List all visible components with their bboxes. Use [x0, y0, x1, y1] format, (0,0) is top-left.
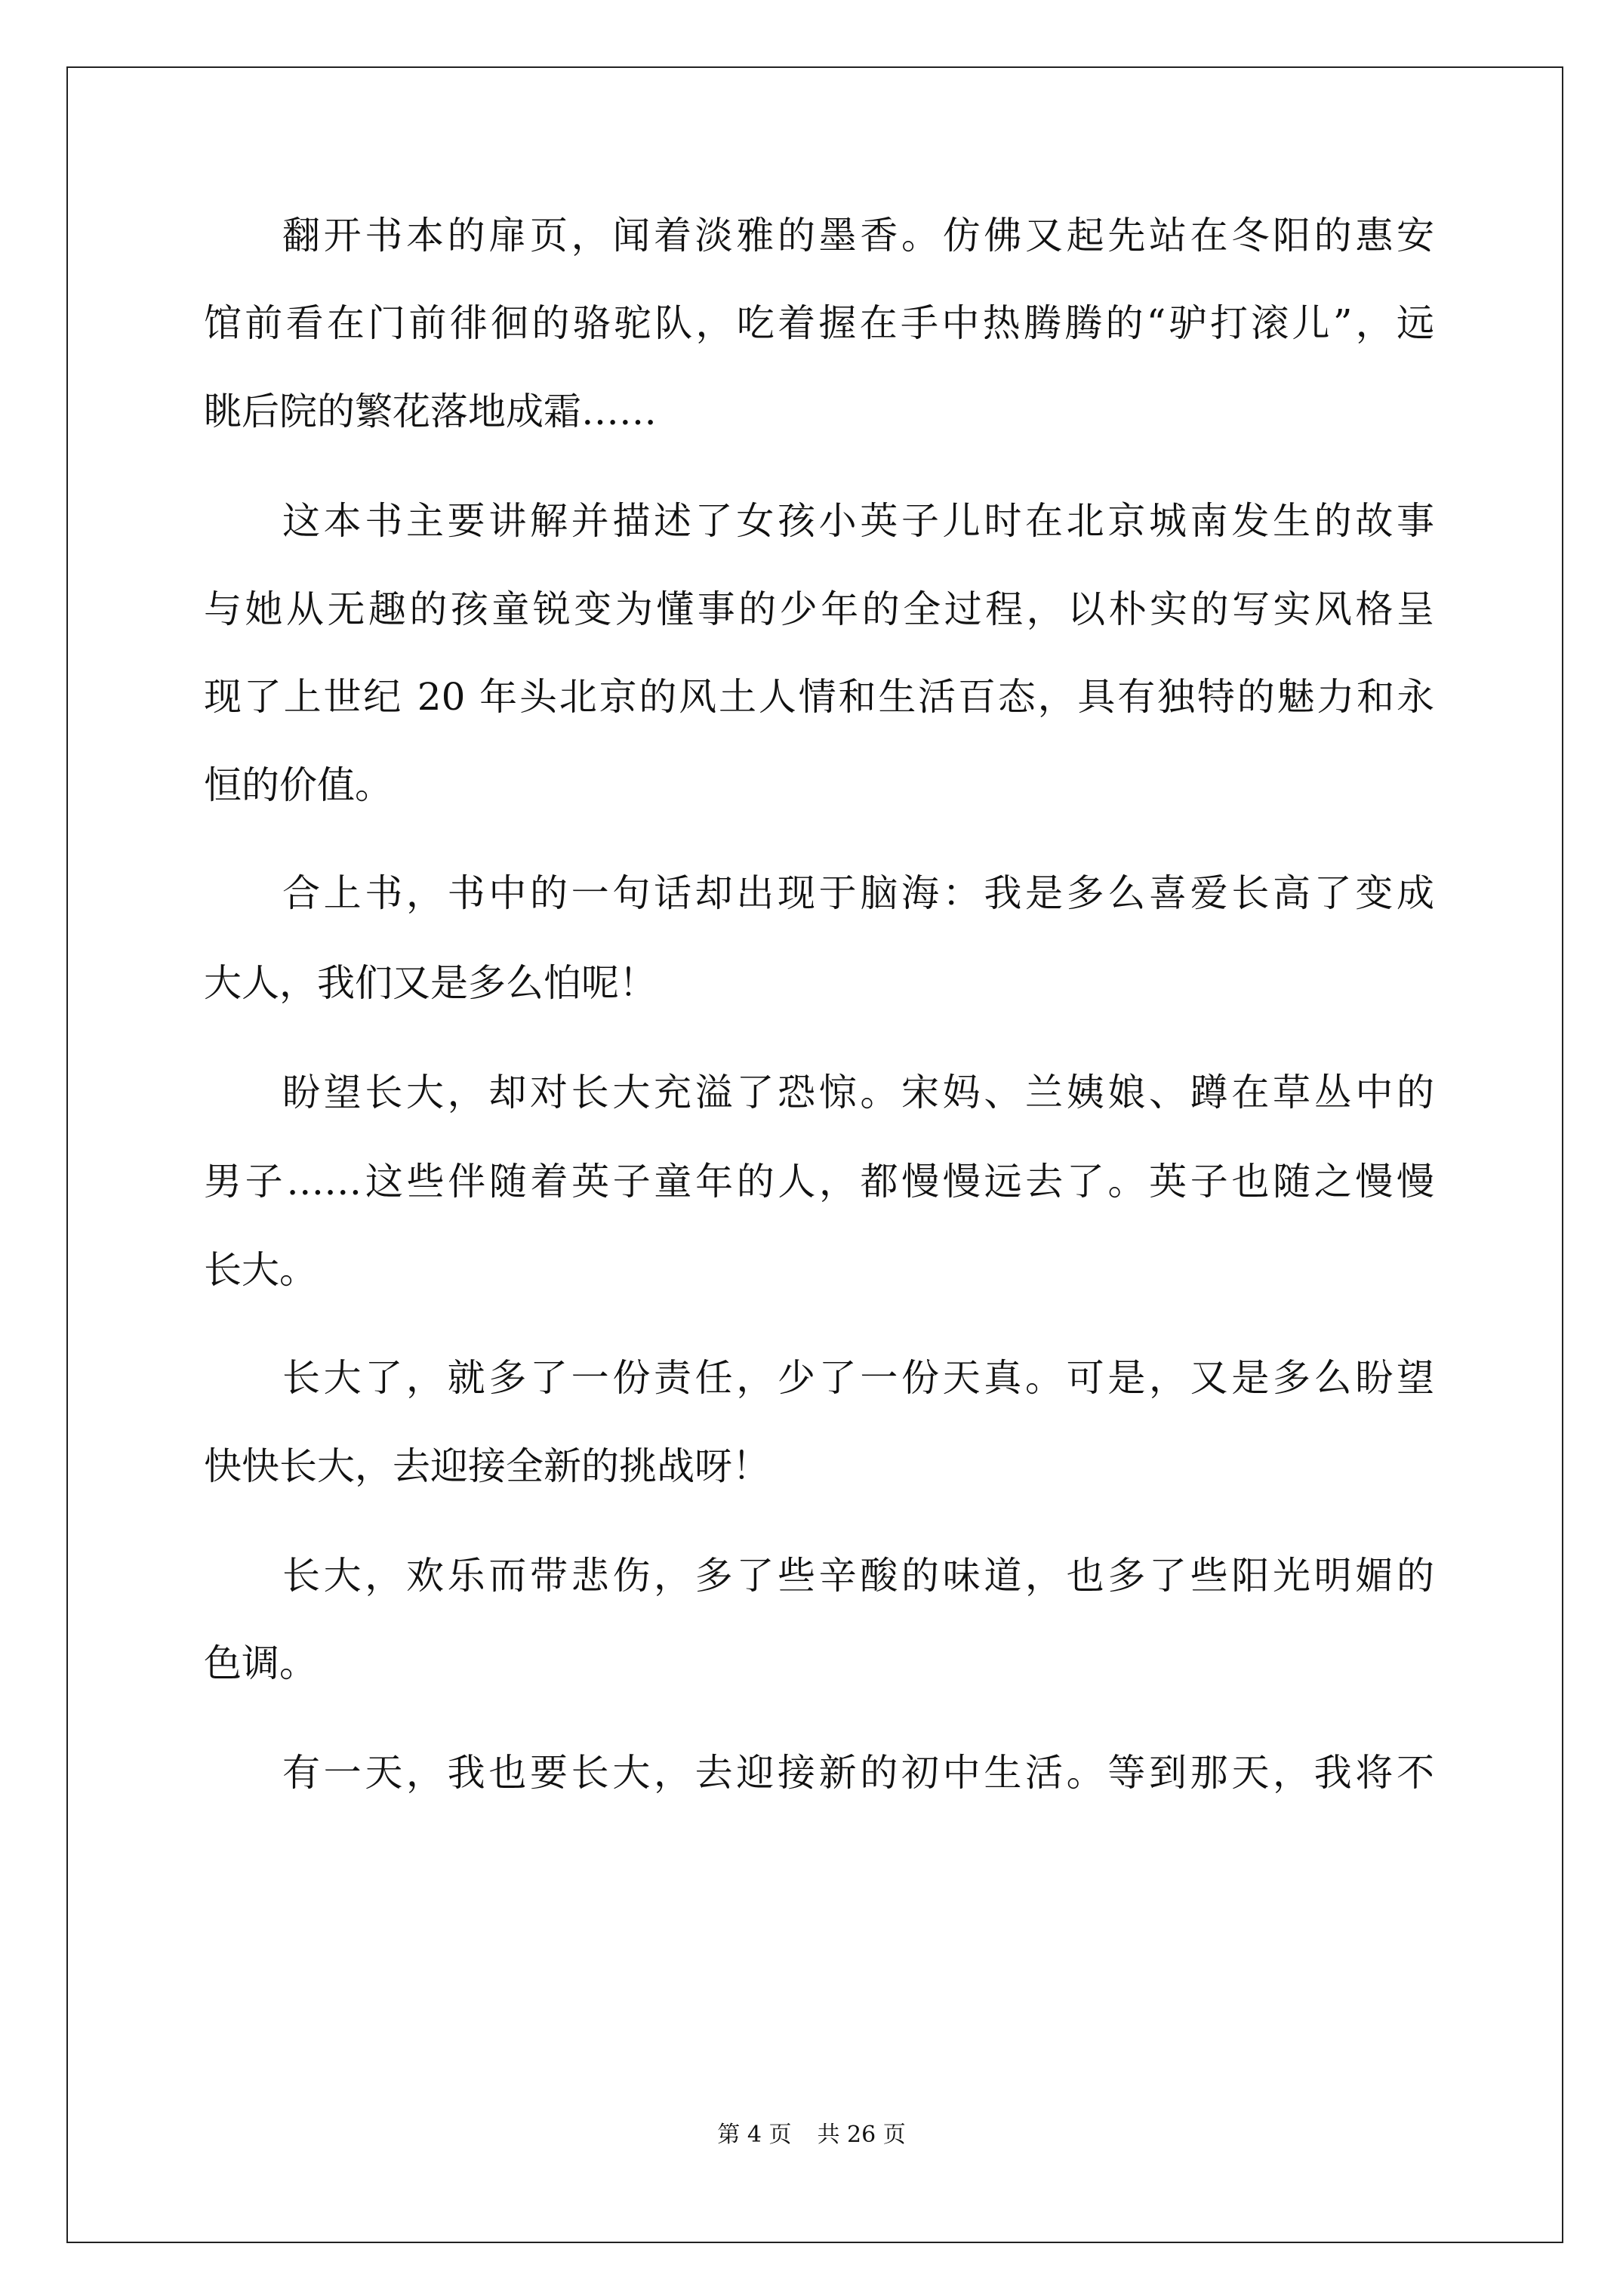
paragraph-line: 大人，我们又是多么怕呢！ [204, 961, 657, 1005]
paragraph-line: 长大，欢乐而带悲伤，多了些辛酸的味道，也多了些阳光明媚的 [282, 1554, 1434, 1598]
paragraph-line: 馆前看在门前徘徊的骆驼队，吃着握在手中热腾腾的“驴打滚儿”，远 [204, 301, 1434, 345]
paragraph-line: 合上书，书中的一句话却出现于脑海：我是多么喜爱长高了变成 [282, 871, 1434, 915]
page-footer [0, 2120, 1623, 2150]
paragraph-line: 这本书主要讲解并描述了女孩小英子儿时在北京城南发生的故事 [282, 499, 1434, 543]
paragraph-line: 恒的价值。 [204, 763, 393, 807]
paragraph-line: 色调。 [204, 1641, 317, 1685]
paragraph-line: 盼望长大，却对长大充溢了恐惊。宋妈、兰姨娘、蹲在草丛中的 [282, 1071, 1434, 1114]
paragraph-line: 与她从无趣的孩童锐变为懂事的少年的全过程，以朴实的写实风格呈 [204, 587, 1434, 631]
paragraph-line: 翻开书本的扉页，闻着淡雅的墨香。仿佛又起先站在冬阳的惠安 [282, 214, 1434, 257]
paragraph-line: 长大。 [204, 1248, 317, 1292]
page-number: 第 4 页 [717, 2122, 792, 2148]
paragraph-line: 现了上世纪 20 年头北京的风土人情和生活百态，具有独特的魅力和永 [204, 675, 1434, 719]
paragraph-line: 男子……这些伴随着英子童年的人，都慢慢远去了。英子也随之慢慢 [204, 1160, 1434, 1203]
paragraph-line: 眺后院的繁花落地成霜…… [204, 390, 657, 433]
paragraph-line: 有一天，我也要长大，去迎接新的初中生活。等到那天，我将不 [282, 1751, 1434, 1795]
paragraph-line: 长大了，就多了一份责任，少了一份天真。可是，又是多么盼望 [282, 1356, 1434, 1400]
paragraph-line: 快快长大，去迎接全新的挑战呀！ [204, 1444, 770, 1488]
page-total: 共 26 页 [817, 2122, 906, 2148]
